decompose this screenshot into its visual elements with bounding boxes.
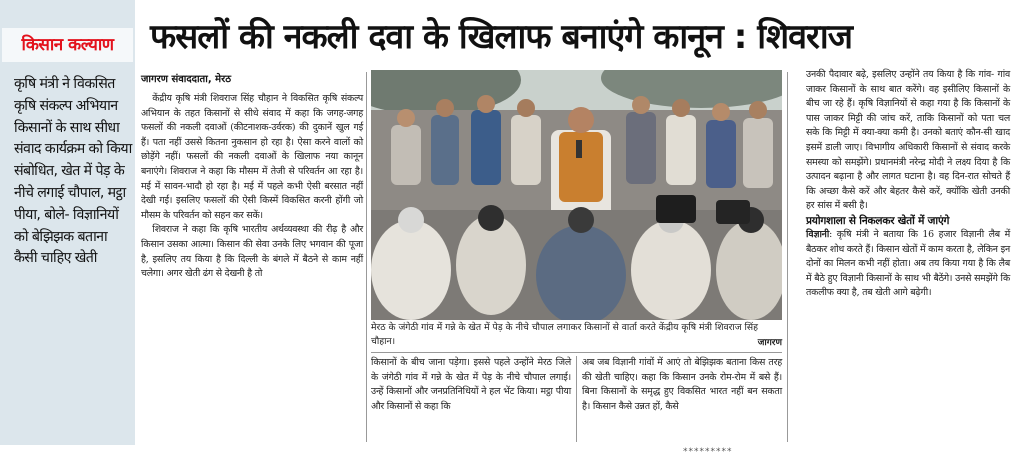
column-divider — [576, 356, 577, 442]
sub-heading: प्रयोगशाला से निकलकर खेतों में जाएंगे — [806, 214, 950, 227]
photo-credit: जागरण — [757, 338, 782, 348]
paragraph: अब जब विज्ञानी गांवों में आएं तो बेझिझक बताना किस तरह की खेती चाहिए। कहा कि किसान उनके रोम-रोम में बसे हैं। बिना किसानों के समृद्ध हुए विकसित भारत नहीं बन सकता है। किसान कैसे उन्नत हों, कैसे — [582, 357, 782, 412]
sidebar-panel — [0, 0, 135, 445]
article-headline: फसलों की नकली दवा के खिलाफ बनाएंगे कानून : शिवराज — [150, 17, 852, 57]
photo-illustration — [371, 70, 782, 320]
paragraph: उनकी पैदावार बढ़े, इसलिए उन्होंने तय किया है कि गांव- गांव जाकर किसानों के साथ बात करेंगे। वह इसीलिए किसानों के बीच जा रहे हैं। कृषि विज्ञानियों से कहा गया है कि किसानों के पास जाकर मिट्टी की जांच करें, ताकि किसानों को पता चल सके कि मिट्टी में क्या-क्या कमी है। उनको बताएं कौन-सी खाद इसमें डाली जाए। विभागीय अधिकारी किसानों से संवाद करके समस्या को समझेंगे। प्रधानमंत्री नरेन्द्र मोदी ने लक्ष्य दिया है कि उत्पादन बढ़ाना है और लागत घटाना है। वह दिन-रात सोचते हैं कि अच्छा कैसे करें और बेहतर कैसे करें, क्योंकि खेती उनकी हर सांस में बसी है। — [806, 69, 1010, 212]
paragraph: केंद्रीय कृषि मंत्री शिवराज सिंह चौहान ने विकसित कृषि संकल्प अभियान के तहत किसानों से सीधे संवाद में कहा कि जगह-जगह फसलों की नकली दवाओं (कीटनाशक-उर्वरक) की दुकानें खुल गई हैं। पता नहीं उससे कितना नुकसान हो रहा है। ऐसा करने वालों को छोड़ेंगे नहीं। फसलों की नकली दवाओं के खिलाफ नया कानून बनाएंगे। शिवराज ने कहा कि मौसम में तेजी से परिवर्तन आ रहा है। मई में सावन-भादौ हो रहा है। मई में पहले कभी ऐसी बरसात नहीं देखी गई। इसलिए फसलों की ऐसी किस्में विकसित करनी होंगी जो मौसम के परिवर्तन को सहन कर सकें। — [141, 93, 363, 221]
sidebar-heading: किसान कल्याण — [2, 28, 133, 62]
caption-divider — [371, 352, 782, 353]
article-column-3 — [582, 356, 782, 414]
paragraph: शिवराज ने कहा कि कृषि भारतीय अर्थव्यवस्था की रीढ़ है और किसान उसका आत्मा। किसान की सेवा उनके लिए भगवान की पूजा है, इसलिए तय किया है कि दिल्ली के बंगले में बैठने से काम नहीं चलेगा। अगर खेती ढंग से देखनी है तो — [141, 224, 363, 280]
sidebar-summary: कृषि मंत्री ने विकसित कृषि संकल्प अभियान किसानों के साथ सीधा संवाद कार्यक्रम को किया संबोधित, खेत में पेड़ के नीचे लगाई चौपाल, मट्ठा पीया, बोले- विज्ञानियों को बेझिझक बताना कैसी चाहिए खेती — [14, 76, 132, 267]
column-divider — [787, 72, 788, 442]
footer-mark: ********* — [683, 447, 733, 457]
article-column-2 — [371, 356, 571, 414]
paragraph: : कृषि मंत्री ने बताया कि 16 हजार विज्ञानी लैब में बैठकर शोध करते हैं। किसान खेतों में काम करता है, लेकिन इन दोनों का मिलन कभी नहीं होता। अब तय किया गया है कि लैब में बैठे हुए विज्ञानी किसानों के साथ भी बैठेंगे। उनसे समझेंगे कि तकलीफ क्या है, तब खेती आगे बढ़ेगी। — [806, 228, 1010, 299]
byline: जागरण संवाददाता, मेरठ — [141, 74, 232, 85]
lead-word: विज्ञानी — [806, 228, 830, 240]
column-divider — [366, 72, 367, 442]
news-photo — [371, 70, 782, 320]
paragraph: किसानों के बीच जाना पड़ेगा। इससे पहले उन्होंने मेरठ जिले के जंगेठी गांव में गन्ने के खेत में पेड़ के नीचे चौपाल लगाई। उन्हें किसानों और जनप्रतिनिधियों ने हल भेंट किया। मट्ठा पीया और किसानों से कहा कि — [371, 357, 571, 412]
caption-text: मेरठ के जंगेठी गांव में गन्ने के खेत में पेड़ के नीचे चौपाल लगाकर किसानों से वार्ता करते केंद्रीय कृषि मंत्री शिवराज सिंह चौहान। — [371, 322, 758, 347]
article-column-4 — [806, 68, 1010, 301]
article-column-1 — [141, 92, 363, 282]
photo-caption — [371, 321, 782, 351]
